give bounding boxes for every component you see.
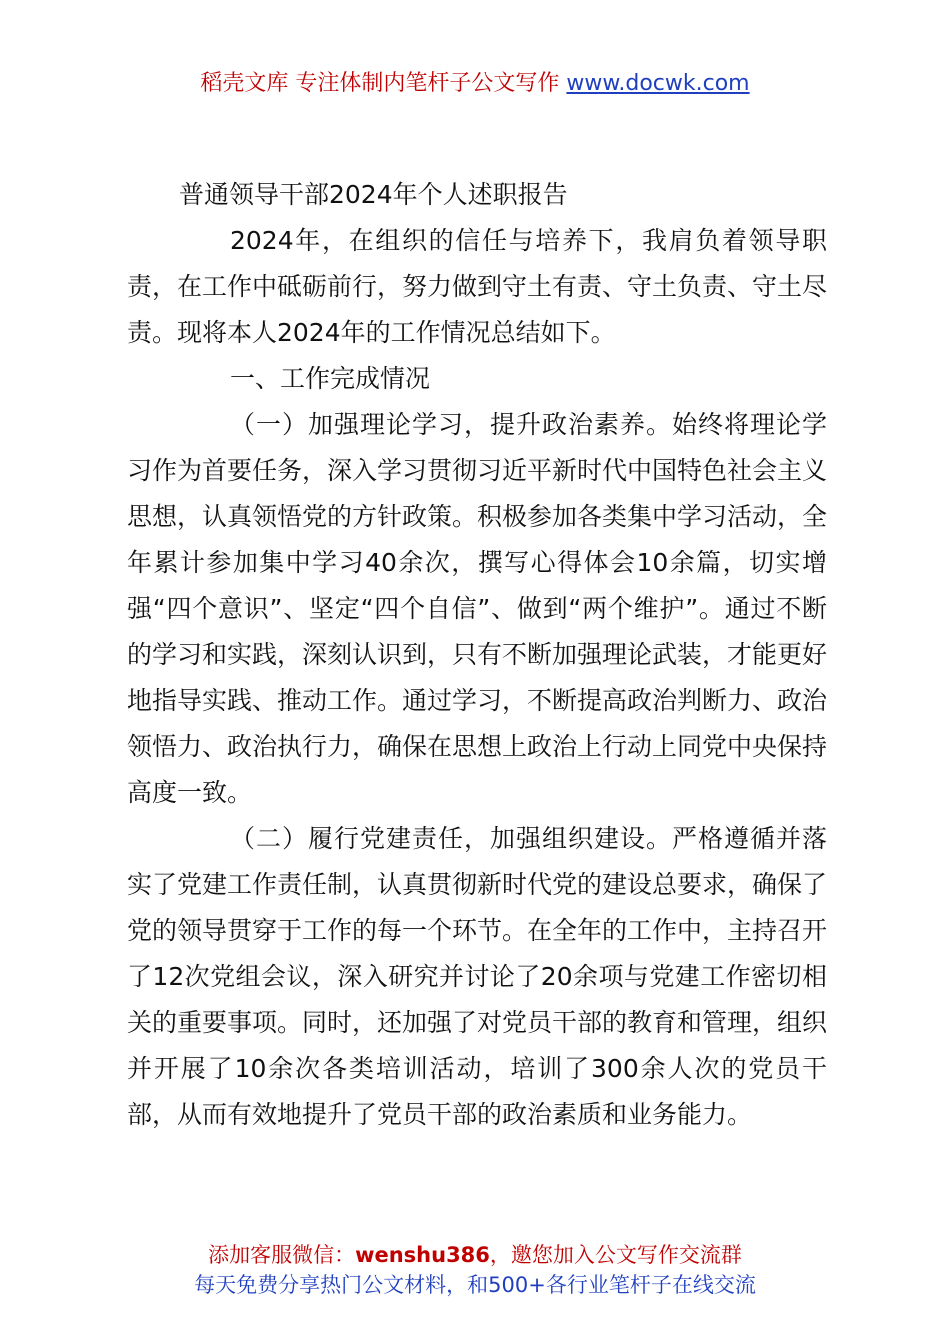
wechat-id: wenshu386	[355, 1243, 490, 1267]
footer-contact-line	[0, 1240, 950, 1270]
document-body	[127, 172, 827, 1138]
brand-slogan: 稻壳文库 专注体制内笔杆子公文写作	[200, 71, 560, 96]
page-header	[0, 68, 950, 100]
website-link[interactable]: www.docwk.com	[566, 71, 750, 96]
footer-contact-prefix: 添加客服微信：	[208, 1243, 356, 1267]
footer-promo-line: 每天免费分享热门公文材料，和500+各行业笔杆子在线交流	[194, 1273, 756, 1297]
footer-contact-suffix: ，邀您加入公文写作交流群	[489, 1243, 742, 1267]
document-title: 普通领导干部2024年个人述职报告	[179, 180, 568, 209]
paragraph-intro: 2024年，在组织的信任与培养下，我肩负着领导职责，在工作中砥砺前行，努力做到守土有责、守土负责、守土尽责。现将本人2024年的工作情况总结如下。	[127, 226, 828, 347]
paragraph-theory-study: （一）加强理论学习，提升政治素养。始终将理论学习作为首要任务，深入学习贯彻习近平新时代中国特色社会主义思想，认真领悟党的方针政策。积极参加各类集中学习活动，全年累计参加集中学习40余次，撰写心得体会10余篇，切实增强“四个意识”、坚定“四个自信”、做到“两个维护”。通过不断的学习和实践，深刻认识到，只有不断加强理论武装，才能更好地指导实践、推动工作。通过学习，不断提高政治判断力、政治领悟力、政治执行力，确保在思想上政治上行动上同党中央保持高度一致。	[127, 410, 828, 807]
paragraph-party-building: （二）履行党建责任，加强组织建设。严格遵循并落实了党建工作责任制，认真贯彻新时代党的建设总要求，确保了党的领导贯穿于工作的每一个环节。在全年的工作中，主持召开了12次党组会议，深入研究并讨论了20余项与党建工作密切相关的重要事项。同时，还加强了对党员干部的教育和管理，组织并开展了10余次各类培训活动，培训了300余人次的党员干部，从而有效地提升了党员干部的政治素质和业务能力。	[127, 824, 828, 1129]
page-footer	[0, 1240, 950, 1300]
section-heading: 一、工作完成情况	[230, 364, 431, 393]
